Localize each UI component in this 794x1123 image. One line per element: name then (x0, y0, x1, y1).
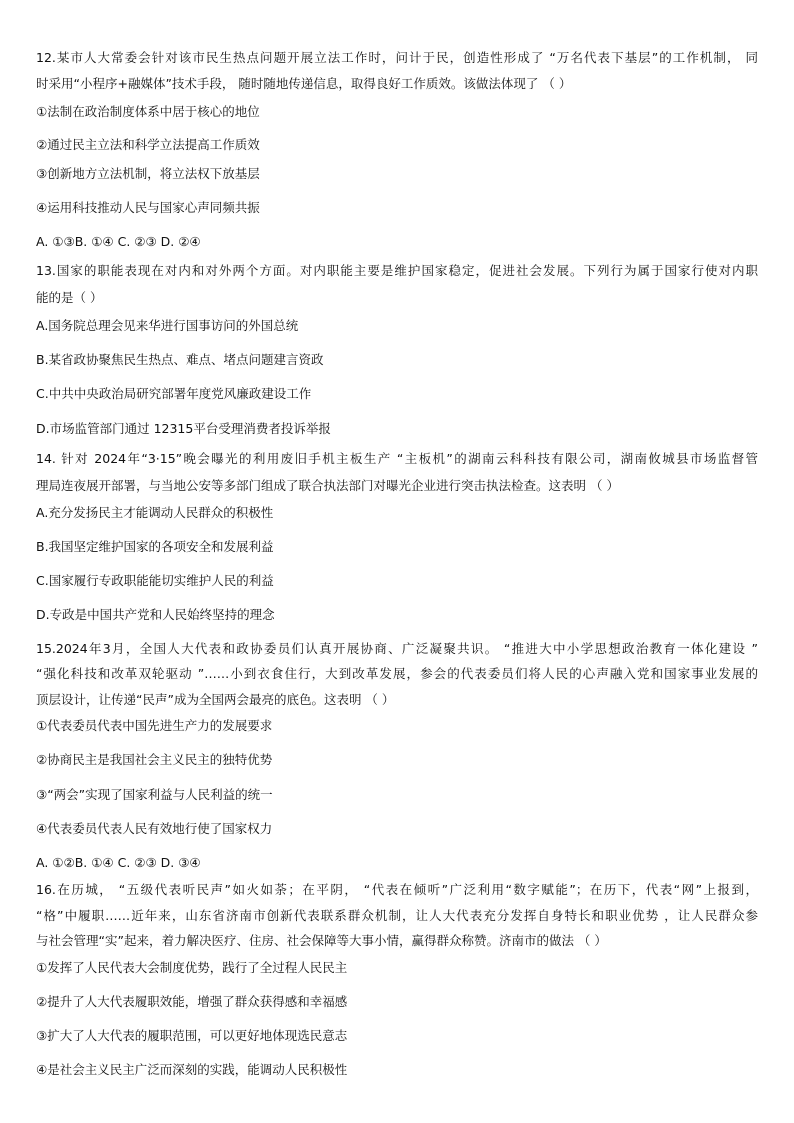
q15-option-3: ③“两会”实现了国家利益与人民利益的统一 (36, 787, 273, 802)
q13-stem-line-2: 能的是（ ） (36, 290, 103, 305)
q16-stem-line-3: 与社会管理“实”起来，着力解决医疗、住房、社会保障等大事小情，赢得群众称赞。济南市的做法 （ ） (36, 933, 607, 948)
q15-option-1: ①代表委员代表中国先进生产力的发展要求 (36, 718, 273, 733)
q12-option-2: ②通过民主立法和科学立法提高工作质效 (36, 137, 260, 152)
q16-stem-line-1: 16.在历城， “五级代表听民声”如火如荼；在平阴， “代表在倾听”广泛利用“数字赋能”；在历下，代表“网”上报到， (36, 882, 758, 897)
q15-stem-line-2: “强化科技和改革双轮驱动 ”……小到衣食住行，大到改革发展，参会的代表委员们将人民的心声融入党和国家事业发展的 (36, 666, 758, 681)
q15-answer-choices: A. ①②B. ①④ C. ②③ D. ③④ (36, 855, 201, 870)
q14-option-d: D.专政是中国共产党和人民始终坚持的理念 (36, 607, 275, 622)
q14-option-c: C.国家履行专政职能能切实维护人民的利益 (36, 573, 274, 588)
q15-stem-line-1: 15.2024年3月，全国人大代表和政协委员们认真开展协商、广泛凝聚共识。 “推进大中小学思想政治教育一体化建设 ” (36, 641, 758, 656)
q16-option-1: ①发挥了人民代表大会制度优势，践行了全过程人民民主 (36, 960, 348, 975)
q16-stem-line-2: “格”中履职……近年来，山东省济南市创新代表联系群众机制，让人大代表充分发挥自身特长和职业优势 ，让人民群众参 (36, 908, 758, 923)
q12-answer-choices: A. ①③B. ①④ C. ②③ D. ②④ (36, 234, 201, 249)
q14-stem-line-1: 14. 针对 2024年“3·15”晚会曝光的利用废旧手机主板生产 “主板机”的湖南云科科技有限公司，湖南攸城县市场监督管 (36, 451, 758, 466)
q13-option-c: C.中共中央政治局研究部署年度党风廉政建设工作 (36, 386, 312, 401)
q13-option-d: D.市场监管部门通过 12315平台受理消费者投诉举报 (36, 421, 331, 436)
q12-stem-line-1: 12.某市人大常委会针对该市民生热点问题开展立法工作时，问计于民，创造性形成了 “万名代表下基层”的工作机制， 同 (36, 50, 758, 65)
q12-option-3: ③创新地方立法机制，将立法权下放基层 (36, 166, 260, 181)
q12-stem-line-2: 时采用“小程序+融媒体”技术手段， 随时随地传递信息，取得良好工作质效。该做法体现了 （ ） (36, 76, 572, 91)
q13-option-b: B.某省政协聚焦民生热点、难点、堵点问题建言资政 (36, 352, 324, 367)
q12-option-1: ①法制在政治制度体系中居于核心的地位 (36, 104, 260, 119)
q12-option-4: ④运用科技推动人民与国家心声同频共振 (36, 200, 260, 215)
q16-option-2: ②提升了人大代表履职效能，增强了群众获得感和幸福感 (36, 994, 348, 1009)
q15-option-2: ②协商民主是我国社会主义民主的独特优势 (36, 752, 273, 767)
q14-option-a: A.充分发扬民主才能调动人民群众的积极性 (36, 505, 274, 520)
q14-stem-line-2: 理局连夜展开部署，与当地公安等多部门组成了联合执法部门对曝光企业进行突击执法检查。这表明 （ ） (36, 478, 619, 493)
q15-stem-line-3: 顶层设计，让传递“民声”成为全国两会最亮的底色。这表明 （ ） (36, 692, 395, 707)
q15-option-4: ④代表委员代表人民有效地行使了国家权力 (36, 821, 273, 836)
q13-stem-line-1: 13.国家的职能表现在对内和对外两个方面。对内职能主要是维护国家稳定，促进社会发展。下列行为属于国家行使对内职 (36, 263, 758, 278)
q14-option-b: B.我国坚定维护国家的各项安全和发展利益 (36, 539, 274, 554)
q16-option-3: ③扩大了人大代表的履职范围，可以更好地体现选民意志 (36, 1028, 348, 1043)
q16-option-4: ④是社会主义民主广泛而深刻的实践，能调动人民积极性 (36, 1062, 348, 1077)
q13-option-a: A.国务院总理会见来华进行国事访问的外国总统 (36, 318, 299, 333)
